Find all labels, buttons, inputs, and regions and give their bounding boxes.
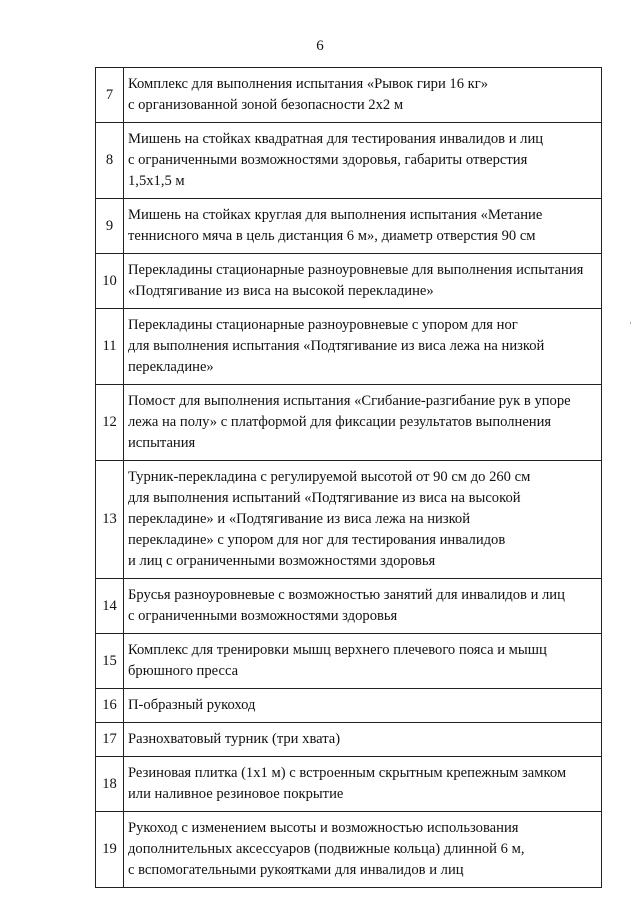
row-description: Турник-перекладина с регулируемой высотой от 90 см до 260 см для выполнения испытаний «Подтягивание из виса на высокой перекладине» и «Подтягивание из виса лежа на низкой перекладине» с упором для ног для тестирования инвалидов и лиц с ограниченными возможностями здоровья [124, 461, 602, 579]
row-number: 8 [96, 123, 124, 199]
row-description: Мишень на стойках квадратная для тестирования инвалидов и лиц с ограниченными возможностями здоровья, габариты отверстия 1,5х1,5 м [124, 123, 602, 199]
row-number: 16 [96, 689, 124, 723]
table-row [96, 812, 602, 888]
row-number: 14 [96, 579, 124, 634]
row-description: Перекладины стационарные разноуровневые с упором для ног для выполнения испытания «Подтягивание из виса лежа на низкой перекладине» [124, 309, 602, 385]
table-row [96, 723, 602, 757]
row-description: Резиновая плитка (1х1 м) с встроенным скрытным крепежным замком или наливное резиновое покрытие [124, 757, 602, 812]
row-description: Разнохватовый турник (три хвата) [124, 723, 602, 757]
table-row [96, 689, 602, 723]
table-row [96, 385, 602, 461]
row-number: 13 [96, 461, 124, 579]
page-number: 6 [316, 38, 324, 54]
equipment-table [95, 67, 602, 888]
table-row [96, 461, 602, 579]
row-description: П-образный рукоход [124, 689, 602, 723]
scan-speck [630, 322, 631, 324]
row-description: Брусья разноуровневые с возможностью занятий для инвалидов и лиц с ограниченными возможностями здоровья [124, 579, 602, 634]
row-number: 11 [96, 309, 124, 385]
table-row [96, 634, 602, 689]
table-row [96, 579, 602, 634]
row-description: Рукоход с изменением высоты и возможностью использования дополнительных аксессуаров (подвижные кольца) длинной 6 м, с вспомогательными рукоятками для инвалидов и лиц [124, 812, 602, 888]
row-description: Мишень на стойках круглая для выполнения испытания «Метание теннисного мяча в цель дистанция 6 м», диаметр отверстия 90 см [124, 199, 602, 254]
table-row [96, 68, 602, 123]
row-description: Комплекс для тренировки мышц верхнего плечевого пояса и мышц брюшного пресса [124, 634, 602, 689]
row-description: Помост для выполнения испытания «Сгибание-разгибание рук в упоре лежа на полу» с платформой для фиксации результатов выполнения испытания [124, 385, 602, 461]
row-number: 10 [96, 254, 124, 309]
table-row [96, 254, 602, 309]
row-number: 12 [96, 385, 124, 461]
row-number: 19 [96, 812, 124, 888]
table-row [96, 309, 602, 385]
row-description: Комплекс для выполнения испытания «Рывок гири 16 кг» с организованной зоной безопасности 2х2 м [124, 68, 602, 123]
row-number: 7 [96, 68, 124, 123]
table-row [96, 123, 602, 199]
row-number: 9 [96, 199, 124, 254]
row-description: Перекладины стационарные разноуровневые для выполнения испытания «Подтягивание из виса на высокой перекладине» [124, 254, 602, 309]
table-row [96, 199, 602, 254]
row-number: 18 [96, 757, 124, 812]
row-number: 15 [96, 634, 124, 689]
table-row [96, 757, 602, 812]
row-number: 17 [96, 723, 124, 757]
